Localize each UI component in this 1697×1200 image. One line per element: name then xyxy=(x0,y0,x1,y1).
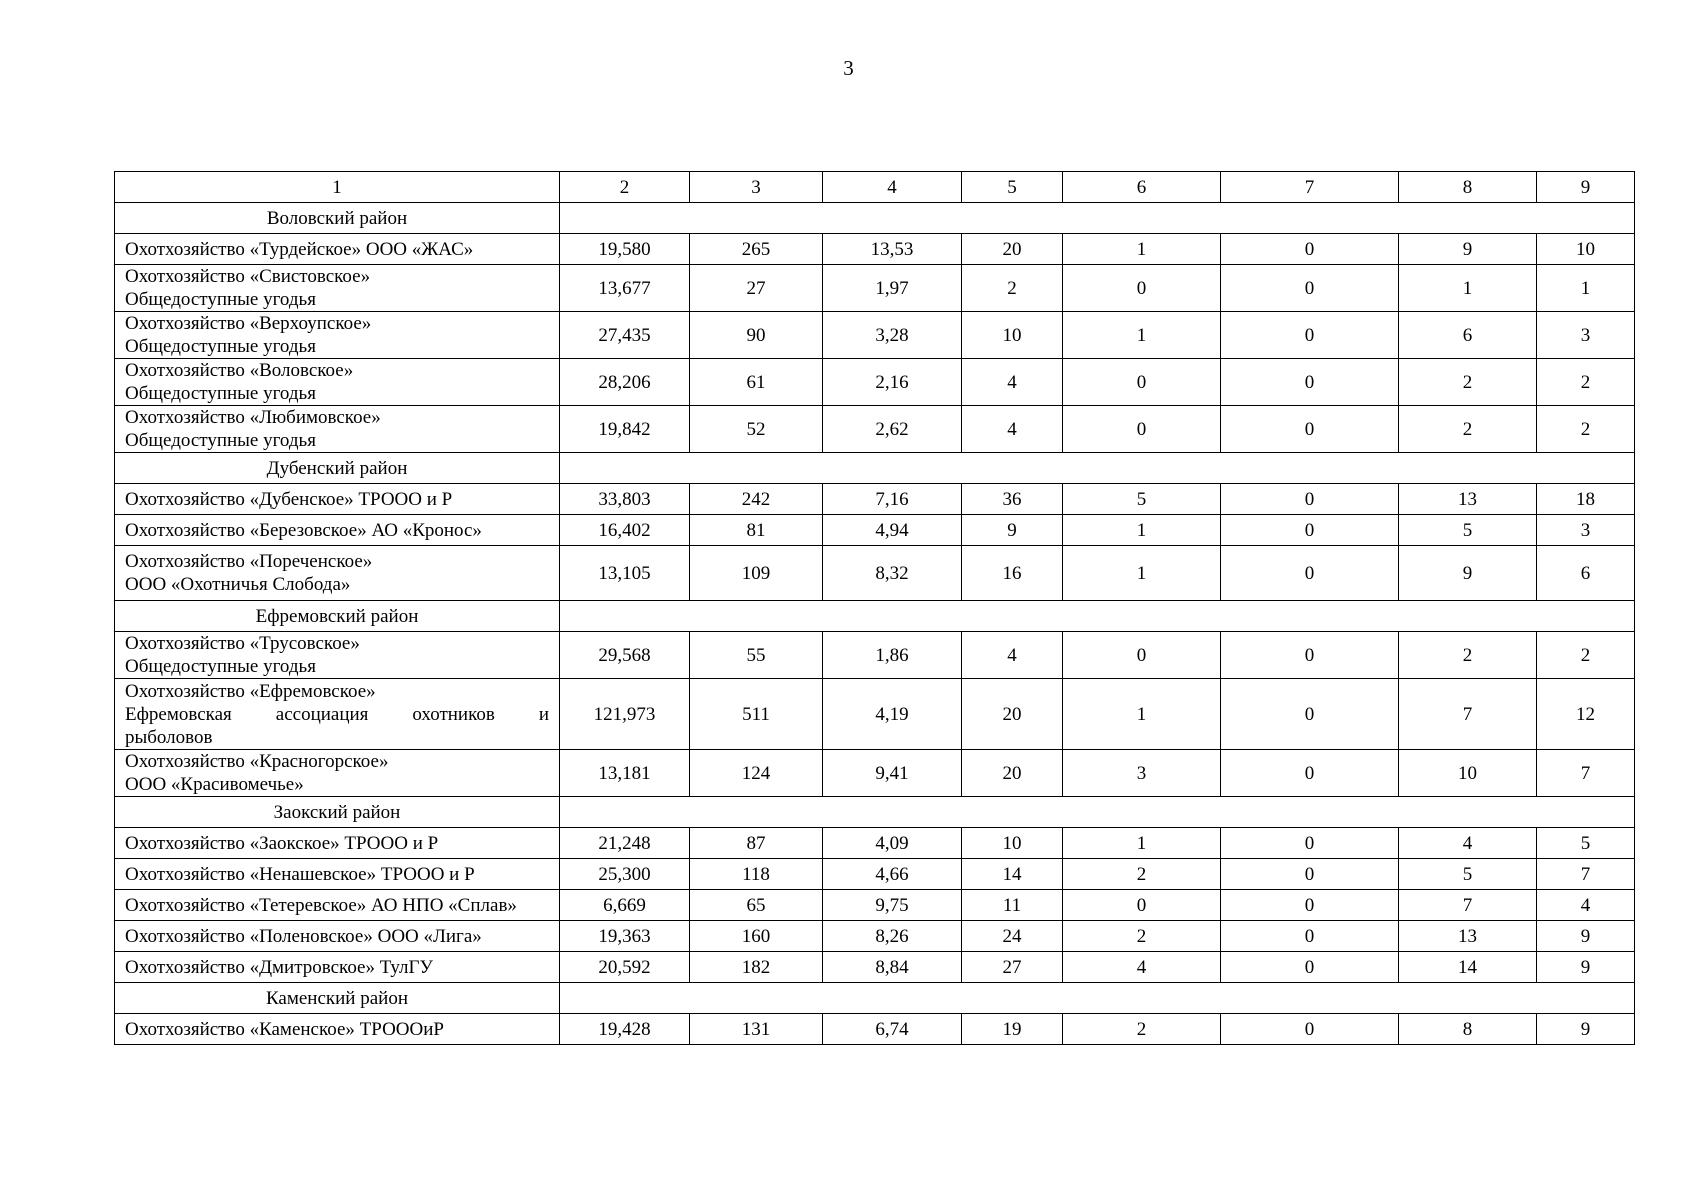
cell-value: 16,402 xyxy=(560,515,690,546)
cell-value: 7 xyxy=(1399,890,1537,921)
cell-value: 81 xyxy=(690,515,823,546)
cell-value: 13 xyxy=(1399,484,1537,515)
name-line: Охотхозяйство «Пореченское» xyxy=(125,551,373,572)
hunting-ground-name xyxy=(115,921,560,952)
table-row xyxy=(115,1014,1635,1045)
cell-value: 12 xyxy=(1537,679,1635,750)
cell-value: 19,363 xyxy=(560,921,690,952)
hunting-ground-name xyxy=(115,234,560,265)
column-number: 9 xyxy=(1537,172,1635,203)
name-line: Охотхозяйство «Березовское» АО «Кронос» xyxy=(125,519,482,541)
hunting-ground-name xyxy=(115,484,560,515)
column-number: 2 xyxy=(560,172,690,203)
hunting-ground-name xyxy=(115,679,560,750)
cell-value: 0 xyxy=(1063,890,1221,921)
column-number: 1 xyxy=(115,172,560,203)
name-line: Охотхозяйство «Любимовское» xyxy=(125,407,381,428)
district-row xyxy=(115,453,1635,484)
district-row xyxy=(115,601,1635,632)
name-line: Общедоступные угодья xyxy=(125,383,316,404)
cell-value: 4,09 xyxy=(823,828,962,859)
table-row xyxy=(115,952,1635,983)
cell-value: 0 xyxy=(1221,406,1399,453)
cell-value: 2 xyxy=(1399,632,1537,679)
cell-value: 2 xyxy=(1063,859,1221,890)
cell-value: 0 xyxy=(1221,921,1399,952)
table-row xyxy=(115,859,1635,890)
cell-value: 121,973 xyxy=(560,679,690,750)
column-number: 4 xyxy=(823,172,962,203)
cell-value: 109 xyxy=(690,546,823,601)
hunting-ground-name xyxy=(115,952,560,983)
cell-value: 2 xyxy=(1537,632,1635,679)
cell-value: 21,248 xyxy=(560,828,690,859)
name-line: Охотхозяйство «Ефремовское» xyxy=(125,680,376,702)
name-line: Охотхозяйство «Турдейское» ООО «ЖАС» xyxy=(125,238,474,260)
cell-value: 1 xyxy=(1063,312,1221,359)
cell-value: 24 xyxy=(962,921,1063,952)
cell-value: 13,53 xyxy=(823,234,962,265)
hunting-ground-name xyxy=(115,1014,560,1045)
cell-value: 33,803 xyxy=(560,484,690,515)
table-row xyxy=(115,515,1635,546)
cell-value: 0 xyxy=(1221,1014,1399,1045)
cell-value: 4,94 xyxy=(823,515,962,546)
cell-value: 19,842 xyxy=(560,406,690,453)
table-row xyxy=(115,921,1635,952)
cell-value: 9 xyxy=(962,515,1063,546)
cell-value: 27 xyxy=(962,952,1063,983)
cell-value: 6 xyxy=(1537,546,1635,601)
cell-value: 10 xyxy=(962,828,1063,859)
cell-value: 25,300 xyxy=(560,859,690,890)
cell-value: 2 xyxy=(1063,921,1221,952)
cell-value: 2 xyxy=(1537,406,1635,453)
column-number: 7 xyxy=(1221,172,1399,203)
hunting-grounds-table xyxy=(114,171,1635,1045)
cell-value: 8,26 xyxy=(823,921,962,952)
cell-value: 5 xyxy=(1537,828,1635,859)
cell-value: 1 xyxy=(1063,828,1221,859)
table-row xyxy=(115,312,1635,359)
cell-value: 118 xyxy=(690,859,823,890)
cell-value: 2,62 xyxy=(823,406,962,453)
cell-value: 0 xyxy=(1221,484,1399,515)
cell-value: 0 xyxy=(1221,828,1399,859)
table-row xyxy=(115,828,1635,859)
cell-value: 4,19 xyxy=(823,679,962,750)
page-number: 3 xyxy=(843,56,854,80)
cell-value: 27,435 xyxy=(560,312,690,359)
name-line: Охотхозяйство «Верхоупское» xyxy=(125,313,372,334)
table-row xyxy=(115,484,1635,515)
hunting-ground-name xyxy=(115,890,560,921)
name-line: Охотхозяйство «Каменское» ТРОООиР xyxy=(125,1018,444,1040)
cell-value: 1 xyxy=(1537,265,1635,312)
cell-value: 1 xyxy=(1063,679,1221,750)
name-line: Охотхозяйство «Дмитровское» ТулГУ xyxy=(125,956,433,978)
cell-value: 4 xyxy=(1063,952,1221,983)
name-line: Охотхозяйство «Поленовское» ООО «Лига» xyxy=(125,925,482,947)
cell-value: 3,28 xyxy=(823,312,962,359)
cell-value: 0 xyxy=(1221,632,1399,679)
table-row xyxy=(115,234,1635,265)
cell-value: 511 xyxy=(690,679,823,750)
cell-value: 7 xyxy=(1537,750,1635,797)
cell-value: 0 xyxy=(1063,632,1221,679)
cell-value: 19,428 xyxy=(560,1014,690,1045)
cell-value: 0 xyxy=(1221,890,1399,921)
cell-value: 9 xyxy=(1537,921,1635,952)
cell-value: 0 xyxy=(1221,312,1399,359)
cell-value: 65 xyxy=(690,890,823,921)
cell-value: 2 xyxy=(1399,359,1537,406)
district-spacer xyxy=(560,797,1635,828)
cell-value: 3 xyxy=(1537,312,1635,359)
cell-value: 265 xyxy=(690,234,823,265)
hunting-ground-name xyxy=(115,406,560,453)
cell-value: 124 xyxy=(690,750,823,797)
cell-value: 8,84 xyxy=(823,952,962,983)
cell-value: 13,181 xyxy=(560,750,690,797)
cell-value: 0 xyxy=(1221,679,1399,750)
cell-value: 9 xyxy=(1537,952,1635,983)
cell-value: 0 xyxy=(1221,859,1399,890)
cell-value: 10 xyxy=(1399,750,1537,797)
district-row xyxy=(115,983,1635,1014)
district-name: Заокский район xyxy=(115,797,560,828)
hunting-ground-name xyxy=(115,828,560,859)
name-line: Общедоступные угодья xyxy=(125,289,316,310)
cell-value: 29,568 xyxy=(560,632,690,679)
cell-value: 1 xyxy=(1063,515,1221,546)
cell-value: 5 xyxy=(1063,484,1221,515)
cell-value: 7 xyxy=(1399,679,1537,750)
cell-value: 11 xyxy=(962,890,1063,921)
cell-value: 4 xyxy=(962,406,1063,453)
district-row xyxy=(115,797,1635,828)
district-spacer xyxy=(560,601,1635,632)
name-line: Охотхозяйство «Воловское» xyxy=(125,360,354,381)
cell-value: 2 xyxy=(1537,359,1635,406)
cell-value: 242 xyxy=(690,484,823,515)
cell-value: 0 xyxy=(1221,359,1399,406)
column-number: 6 xyxy=(1063,172,1221,203)
cell-value: 9 xyxy=(1537,1014,1635,1045)
cell-value: 6,74 xyxy=(823,1014,962,1045)
column-number-row xyxy=(115,172,1635,203)
cell-value: 20,592 xyxy=(560,952,690,983)
cell-value: 4 xyxy=(962,359,1063,406)
cell-value: 13,677 xyxy=(560,265,690,312)
district-spacer xyxy=(560,203,1635,234)
column-number: 5 xyxy=(962,172,1063,203)
hunting-ground-name xyxy=(115,515,560,546)
cell-value: 0 xyxy=(1221,952,1399,983)
cell-value: 18 xyxy=(1537,484,1635,515)
table-row xyxy=(115,632,1635,679)
cell-value: 36 xyxy=(962,484,1063,515)
cell-value: 7 xyxy=(1537,859,1635,890)
name-line: рыболовов xyxy=(125,726,213,748)
name-line: Ефремовская ассоциация охотников и xyxy=(125,703,549,725)
cell-value: 20 xyxy=(962,679,1063,750)
table-row xyxy=(115,359,1635,406)
district-name: Дубенский район xyxy=(115,453,560,484)
cell-value: 8,32 xyxy=(823,546,962,601)
cell-value: 55 xyxy=(690,632,823,679)
cell-value: 10 xyxy=(1537,234,1635,265)
cell-value: 20 xyxy=(962,234,1063,265)
cell-value: 2,16 xyxy=(823,359,962,406)
district-name: Ефремовский район xyxy=(115,601,560,632)
name-line: Общедоступные угодья xyxy=(125,656,316,677)
table-row xyxy=(115,679,1635,750)
cell-value: 1 xyxy=(1399,265,1537,312)
cell-value: 6 xyxy=(1399,312,1537,359)
cell-value: 6,669 xyxy=(560,890,690,921)
district-row xyxy=(115,203,1635,234)
cell-value: 1 xyxy=(1063,546,1221,601)
cell-value: 9 xyxy=(1399,234,1537,265)
cell-value: 1 xyxy=(1063,234,1221,265)
cell-value: 52 xyxy=(690,406,823,453)
cell-value: 27 xyxy=(690,265,823,312)
name-line: Охотхозяйство «Трусовское» xyxy=(125,633,360,654)
cell-value: 4 xyxy=(1399,828,1537,859)
cell-value: 19,580 xyxy=(560,234,690,265)
hunting-ground-name xyxy=(115,359,560,406)
column-number: 8 xyxy=(1399,172,1537,203)
district-name: Каменский район xyxy=(115,983,560,1014)
cell-value: 0 xyxy=(1221,234,1399,265)
cell-value: 7,16 xyxy=(823,484,962,515)
name-line: Общедоступные угодья xyxy=(125,336,316,357)
cell-value: 0 xyxy=(1063,406,1221,453)
table-row xyxy=(115,546,1635,601)
cell-value: 20 xyxy=(962,750,1063,797)
cell-value: 14 xyxy=(962,859,1063,890)
district-spacer xyxy=(560,983,1635,1014)
cell-value: 0 xyxy=(1221,546,1399,601)
hunting-ground-name xyxy=(115,312,560,359)
district-spacer xyxy=(560,453,1635,484)
name-line: ООО «Охотничья Слобода» xyxy=(125,574,351,595)
name-line: Охотхозяйство «Дубенское» ТРООО и Р xyxy=(125,488,453,510)
cell-value: 0 xyxy=(1221,265,1399,312)
cell-value: 4 xyxy=(962,632,1063,679)
cell-value: 28,206 xyxy=(560,359,690,406)
hunting-ground-name xyxy=(115,265,560,312)
cell-value: 16 xyxy=(962,546,1063,601)
column-number: 3 xyxy=(690,172,823,203)
cell-value: 160 xyxy=(690,921,823,952)
cell-value: 14 xyxy=(1399,952,1537,983)
cell-value: 3 xyxy=(1063,750,1221,797)
cell-value: 1,97 xyxy=(823,265,962,312)
hunting-ground-name xyxy=(115,859,560,890)
cell-value: 131 xyxy=(690,1014,823,1045)
cell-value: 90 xyxy=(690,312,823,359)
cell-value: 2 xyxy=(962,265,1063,312)
cell-value: 0 xyxy=(1221,515,1399,546)
cell-value: 2 xyxy=(1399,406,1537,453)
hunting-ground-name xyxy=(115,632,560,679)
table-row xyxy=(115,890,1635,921)
cell-value: 8 xyxy=(1399,1014,1537,1045)
name-line: Общедоступные угодья xyxy=(125,430,316,451)
name-line: Охотхозяйство «Тетеревское» АО НПО «Сплав» xyxy=(125,894,517,916)
cell-value: 0 xyxy=(1063,359,1221,406)
cell-value: 9,41 xyxy=(823,750,962,797)
cell-value: 19 xyxy=(962,1014,1063,1045)
cell-value: 4 xyxy=(1537,890,1635,921)
name-line: Охотхозяйство «Красногорское» xyxy=(125,751,389,772)
table-row xyxy=(115,265,1635,312)
name-line: Охотхозяйство «Ненашевское» ТРООО и Р xyxy=(125,863,475,885)
cell-value: 13 xyxy=(1399,921,1537,952)
cell-value: 10 xyxy=(962,312,1063,359)
cell-value: 9 xyxy=(1399,546,1537,601)
cell-value: 87 xyxy=(690,828,823,859)
table-row xyxy=(115,750,1635,797)
hunting-ground-name xyxy=(115,750,560,797)
name-line: Охотхозяйство «Заокское» ТРООО и Р xyxy=(125,832,439,854)
cell-value: 1,86 xyxy=(823,632,962,679)
district-name: Воловский район xyxy=(115,203,560,234)
cell-value: 0 xyxy=(1063,265,1221,312)
cell-value: 5 xyxy=(1399,515,1537,546)
cell-value: 61 xyxy=(690,359,823,406)
table-row xyxy=(115,406,1635,453)
cell-value: 0 xyxy=(1221,750,1399,797)
cell-value: 13,105 xyxy=(560,546,690,601)
cell-value: 4,66 xyxy=(823,859,962,890)
cell-value: 182 xyxy=(690,952,823,983)
cell-value: 5 xyxy=(1399,859,1537,890)
cell-value: 9,75 xyxy=(823,890,962,921)
hunting-ground-name xyxy=(115,546,560,601)
name-line: Охотхозяйство «Свистовское» xyxy=(125,266,371,287)
name-line: ООО «Красивомечье» xyxy=(125,774,304,795)
cell-value: 2 xyxy=(1063,1014,1221,1045)
cell-value: 3 xyxy=(1537,515,1635,546)
